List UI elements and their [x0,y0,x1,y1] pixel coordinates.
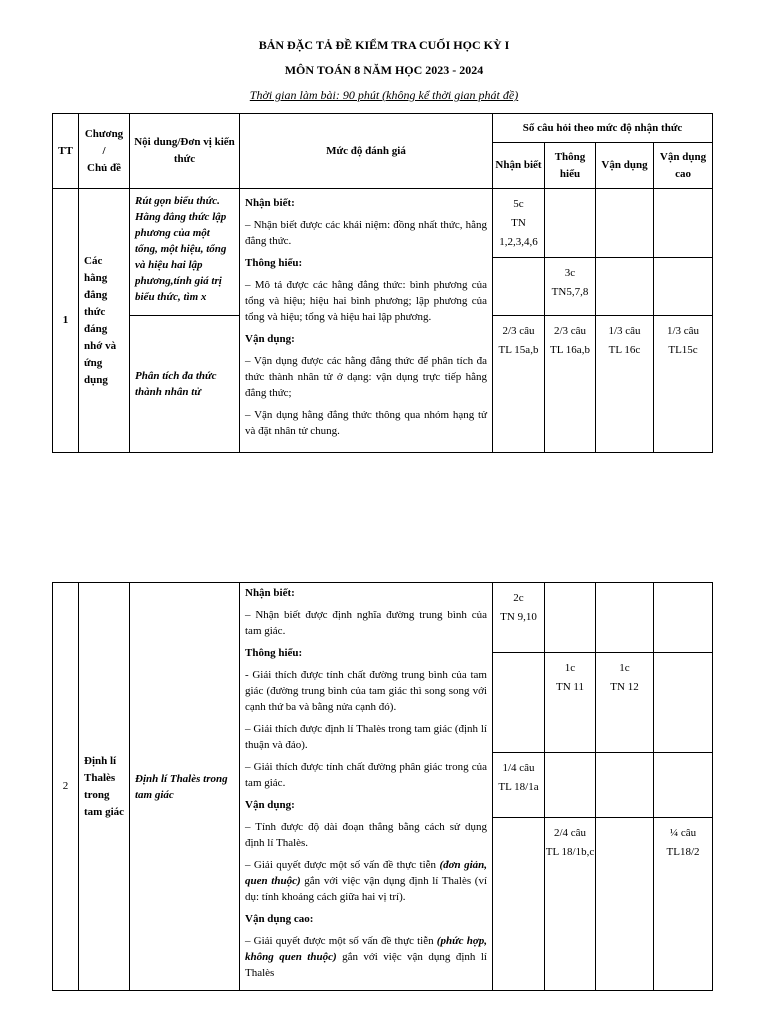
empty-cell [654,258,713,316]
row1-recognize-label: Nhận biết: [245,197,295,209]
count-value: 3c [564,267,576,279]
row2-count-apply-2 [596,653,654,753]
row2-apply-high-label: Vận dụng cao: [245,913,314,925]
spec-table-1 [52,113,713,453]
count-value: 2/4 câu [553,827,587,839]
empty-cell [493,653,545,753]
row1-count-apply-3 [596,316,654,453]
count-value: 1/3 câu [666,325,700,337]
text-run: – Giải quyết được một số vấn đề thực tiễn [245,935,437,947]
row1-apply-text-1: – Vận dụng được các hằng đẳng thức để phân tích đa thức thành nhân tử ở dạng: vận dụng trực tiếp hằng đẳng thức; [245,355,487,399]
count-question-ref: TN 9,10 [500,611,537,623]
count-value: 5c [513,198,524,210]
empty-cell [654,753,713,818]
header-level-understand: Thông hiểu [545,143,596,189]
header-chapter-line1: Chương [84,127,124,140]
time-note: Thời gian làm bài: 90 phút (không kể thời gian phát đề) [249,88,519,102]
count-question-ref: TL 15a,b [498,344,539,356]
count-value: 2c [513,592,524,604]
header-chapter-line3: Chủ đề [87,161,121,174]
row1-count-recognize-3 [493,316,545,453]
text-run: gắn với việc vận dụng định lí Thalès [245,951,487,979]
count-question-ref: TL 18/1b,c [545,846,595,858]
empty-cell [545,189,596,258]
row1-apply-label: Vận dụng: [245,333,295,345]
text-run: gắn với việc vận dụng định lí Thalès (ví dụ: tính khoảng cách giữa hai vị trí). [245,875,487,903]
header-level-apply: Vận dụng [596,143,654,189]
row2-count-apply-high-4 [654,818,713,991]
count-value: 1/3 câu [608,325,641,337]
text-emphasis: (đơn giản, quen thuộc) [245,859,487,887]
row2-understand-text-2: – Giải thích được định lí Thalès trong tam giác (định lí thuận và đảo). [245,723,487,751]
row1-count-understand-3 [545,316,596,453]
empty-cell [545,753,596,818]
row2-apply-text-1: – Tính được độ dài đoạn thẳng bằng cách sử dụng định lí Thalès. [245,821,487,849]
count-question-ref: TL 16a,b [550,344,590,356]
document-subtitle: MÔN TOÁN 8 NĂM HỌC 2023 - 2024 [284,63,484,77]
row2-topic: Định lí Thalès trong tam giác [79,583,130,991]
row2-understand-text-3: – Giải thích được tính chất đường phân giác trong của tam giác. [245,761,487,789]
row2-understand-label: Thông hiểu: [245,647,303,659]
row2-recognize-label: Nhận biết: [245,587,295,599]
count-value: 1c [619,662,630,674]
row1-understand-label: Thông hiểu: [245,257,303,269]
header-level-apply-high: Vận dụng cao [654,143,713,189]
row1-understand-text: – Mô tả được các hằng đẳng thức: bình phương của tổng và hiệu; hiệu hai bình phương; lập phương của tổng và hiệu; tổng và hiệu hai lập phương. [245,279,487,323]
row2-count-recognize-3 [493,753,545,818]
count-question-ref: TL18/2 [666,846,700,858]
row1-recognize-text: – Nhận biết được các khái niệm: đồng nhất thức, hằng đẳng thức. [245,219,487,247]
row2-apply-high-text [245,933,487,981]
row2-count-understand-2 [545,653,596,753]
text-run: – Giải quyết được một số vấn đề thực tiễn [245,859,440,871]
count-question-ref: TL 16c [608,344,641,356]
spec-table-2 [52,582,713,991]
row1-criteria [240,189,493,453]
row2-count-understand-4 [545,818,596,991]
empty-cell [654,653,713,753]
header-chapter [79,114,130,189]
document-title: BẢN ĐẶC TẢ ĐỀ KIỂM TRA CUỐI HỌC KỲ I [258,38,510,52]
row1-count-understand-2 [545,258,596,316]
header-question-count: Số câu hỏi theo mức độ nhận thức [493,114,713,143]
empty-cell [654,583,713,653]
header-tt: TT [53,114,79,189]
row1-tt: 1 [53,189,79,453]
empty-cell [596,258,654,316]
count-question-ref: TN 12 [610,681,639,693]
row2-apply-label: Vận dụng: [245,799,295,811]
empty-cell [493,258,545,316]
text-emphasis: (phức hợp, không quen thuộc) [245,935,487,963]
empty-cell [596,189,654,258]
row2-count-recognize-1 [493,583,545,653]
row1-count-recognize-1 [493,189,545,258]
count-question-ref: TN5,7,8 [551,286,589,298]
empty-cell [596,753,654,818]
count-value: 1/4 câu [502,762,535,774]
count-question-ref: TN 11 [555,681,584,693]
row2-understand-text-1: - Giải thích được tính chất đường trung bình của tam giác (đường trung bình của tam giác thì song song với cạnh thứ ba và bằng nửa cạnh đó). [245,669,487,713]
header-criteria: Mức độ đánh giá [240,114,493,189]
count-question-ref: TN 1,2,3,4,6 [499,217,538,248]
empty-cell [596,583,654,653]
header-level-recognize: Nhận biết [493,143,545,189]
row1-content-a: Rút gọn biểu thức. Hằng đẳng thức lập phương của một tổng, một hiệu, tổng và hiệu hai lập phương,tính giá trị biểu thức, tìm x [130,189,240,316]
count-question-ref: TL15c [668,344,698,356]
count-value: 2/3 câu [502,325,535,337]
row1-apply-text-2: – Vận dụng hằng đẳng thức thông qua nhóm hạng tử và đặt nhân tử chung. [245,409,487,437]
count-value: ¼ câu [669,827,697,839]
row1-topic: Các hằng đẳng thức đáng nhớ và ứng dụng [79,189,130,453]
empty-cell [654,189,713,258]
row2-criteria [240,583,493,991]
row2-content: Định lí Thalès trong tam giác [130,583,240,991]
row1-count-apply-high-3 [654,316,713,453]
header-chapter-line2: / [102,144,106,157]
row1-content-b: Phân tích đa thức thành nhân tử [130,316,240,453]
row2-tt: 2 [53,583,79,991]
row2-recognize-text: – Nhận biết được định nghĩa đường trung bình của tam giác. [245,609,487,637]
row2-apply-text-2 [245,857,487,905]
header-content: Nội dung/Đơn vị kiến thức [130,114,240,189]
count-value: 2/3 câu [553,325,587,337]
empty-cell [596,818,654,991]
empty-cell [493,818,545,991]
count-question-ref: TL 18/1a [498,781,539,793]
empty-cell [545,583,596,653]
count-value: 1c [564,662,576,674]
